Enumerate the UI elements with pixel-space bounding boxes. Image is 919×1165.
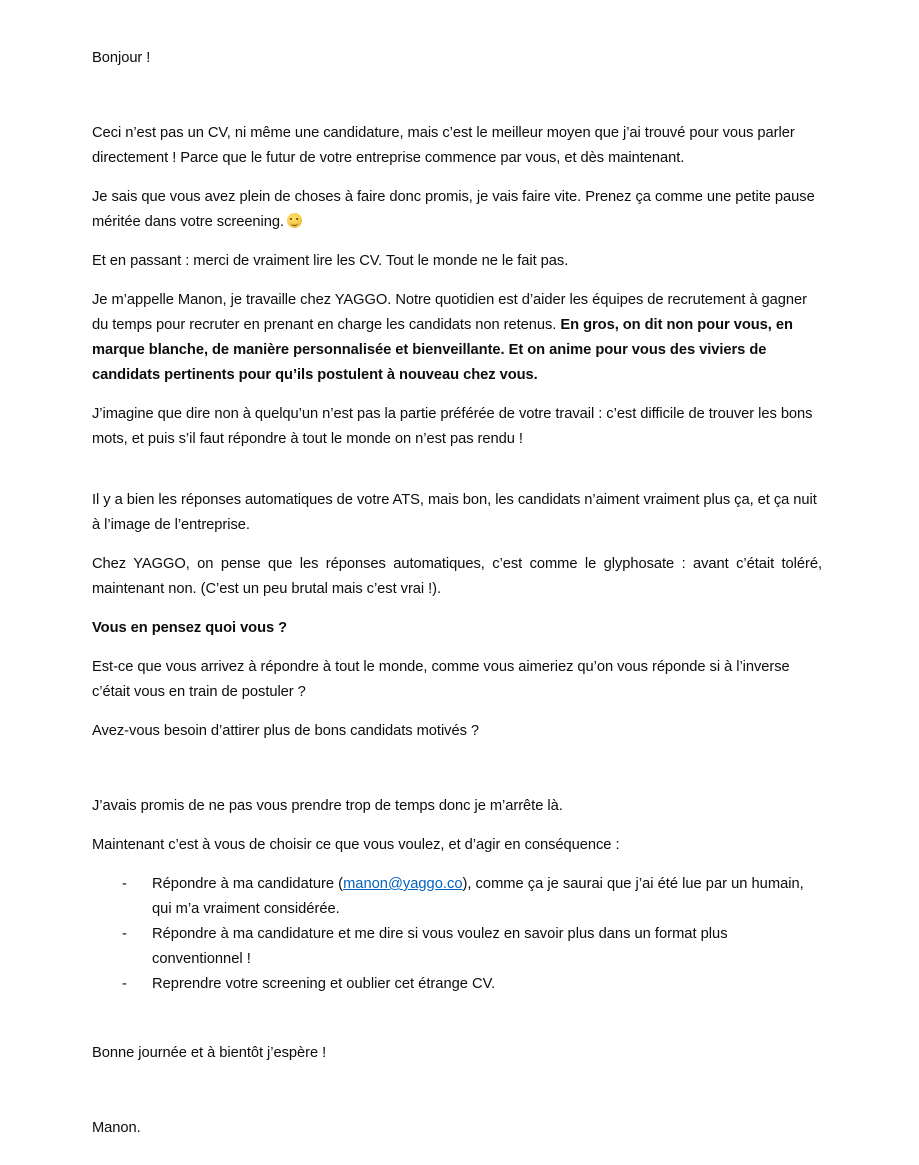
opinion-question-heading: Vous en pensez quoi vous ? [92, 620, 288, 636]
reply-question-paragraph: Est-ce que vous arrivez à répondre à tout le monde, comme vous aimeriez qu’on vous réponde si à l’inverse c’était vous en train de postuler ? [92, 659, 790, 700]
spacer-after-greeting [92, 85, 822, 121]
signature-paragraph: Manon. [92, 1120, 141, 1136]
presentation-bold-text: En gros, on dit non pour vous, en marque blanche, de manière personnalisée et bienveillante. Et on anime pour vous des viviers de candidats pertinents pour qu’ils postulent à nouveau chez vous. [92, 317, 793, 383]
thanks-paragraph: Et en passant : merci de vraiment lire les CV. Tout le monde ne le fait pas. [92, 253, 569, 269]
empathy-paragraph: J’imagine que dire non à quelqu’un n’est pas la partie préférée de votre travail : c’est difficile de trouver les bons mots, et puis s’il faut répondre à tout le monde on n’est pas rendu ! [92, 406, 813, 447]
list-item [92, 872, 822, 922]
options-list [92, 872, 822, 997]
spacer-before-closing [92, 758, 822, 794]
list-item [92, 972, 822, 997]
glyphosate-paragraph: Chez YAGGO, on pense que les réponses automatiques, c’est comme le glyphosate : avant c’était toléré, maintenant non. (C’est un peu brutal mais c’est vrai !). [92, 556, 822, 597]
time-paragraph [92, 185, 822, 235]
document-body [92, 46, 822, 1155]
email-link[interactable]: manon@yaggo.co [343, 876, 463, 892]
spacer-before-farewell [92, 997, 822, 1041]
presentation-paragraph [92, 288, 822, 388]
choice-paragraph: Maintenant c’est à vous de choisir ce que vous voulez, et d’agir en conséquence : [92, 837, 620, 853]
list-item-text: Répondre à ma candidature et me dire si vous voulez en savoir plus dans un format plus conventionnel ! [152, 926, 728, 967]
list-item [92, 922, 822, 972]
candidates-question-paragraph: Avez-vous besoin d’attirer plus de bons candidats motivés ? [92, 723, 480, 739]
time-paragraph-text: Je sais que vous avez plein de choses à faire donc promis, je vais faire vite. Prenez ça comme une petite pause méritée dans votre screening. [92, 189, 815, 230]
presentation-plain-text: Je m’appelle Manon, je travaille chez YAGGO. Notre quotidien est d’aider les équipes de recrutement à gagner du temps pour recruter en prenant en charge les candidats non retenus. [92, 292, 807, 333]
list-item-text-after: ), comme ça je saurai que j’ai été lue par un humain, qui m’a vraiment considérée. [152, 876, 804, 917]
slightly-smiling-face-icon [287, 213, 302, 228]
ats-paragraph: Il y a bien les réponses automatiques de votre ATS, mais bon, les candidats n’aiment vraiment plus ça, et ça nuit à l’image de l’entreprise. [92, 492, 817, 533]
promise-paragraph: J’avais promis de ne pas vous prendre trop de temps donc je m’arrête là. [92, 798, 563, 814]
spacer-mid-document [92, 466, 822, 488]
list-item-text-before: Répondre à ma candidature ( [152, 876, 344, 892]
greeting-paragraph: Bonjour ! [92, 50, 151, 66]
dash-marker-icon: - [122, 976, 127, 992]
list-item-text: Reprendre votre screening et oublier cet étrange CV. [152, 976, 496, 992]
intro-paragraph: Ceci n’est pas un CV, ni même une candidature, mais c’est le meilleur moyen que j’ai trouvé pour vous parler directement ! Parce que le futur de votre entreprise commence par vous, et dès maintenant. [92, 125, 795, 166]
farewell-paragraph: Bonne journée et à bientôt j’espère ! [92, 1045, 327, 1061]
dash-marker-icon: - [122, 926, 127, 942]
spacer-before-signature [92, 1080, 822, 1116]
dash-marker-icon: - [122, 876, 127, 892]
